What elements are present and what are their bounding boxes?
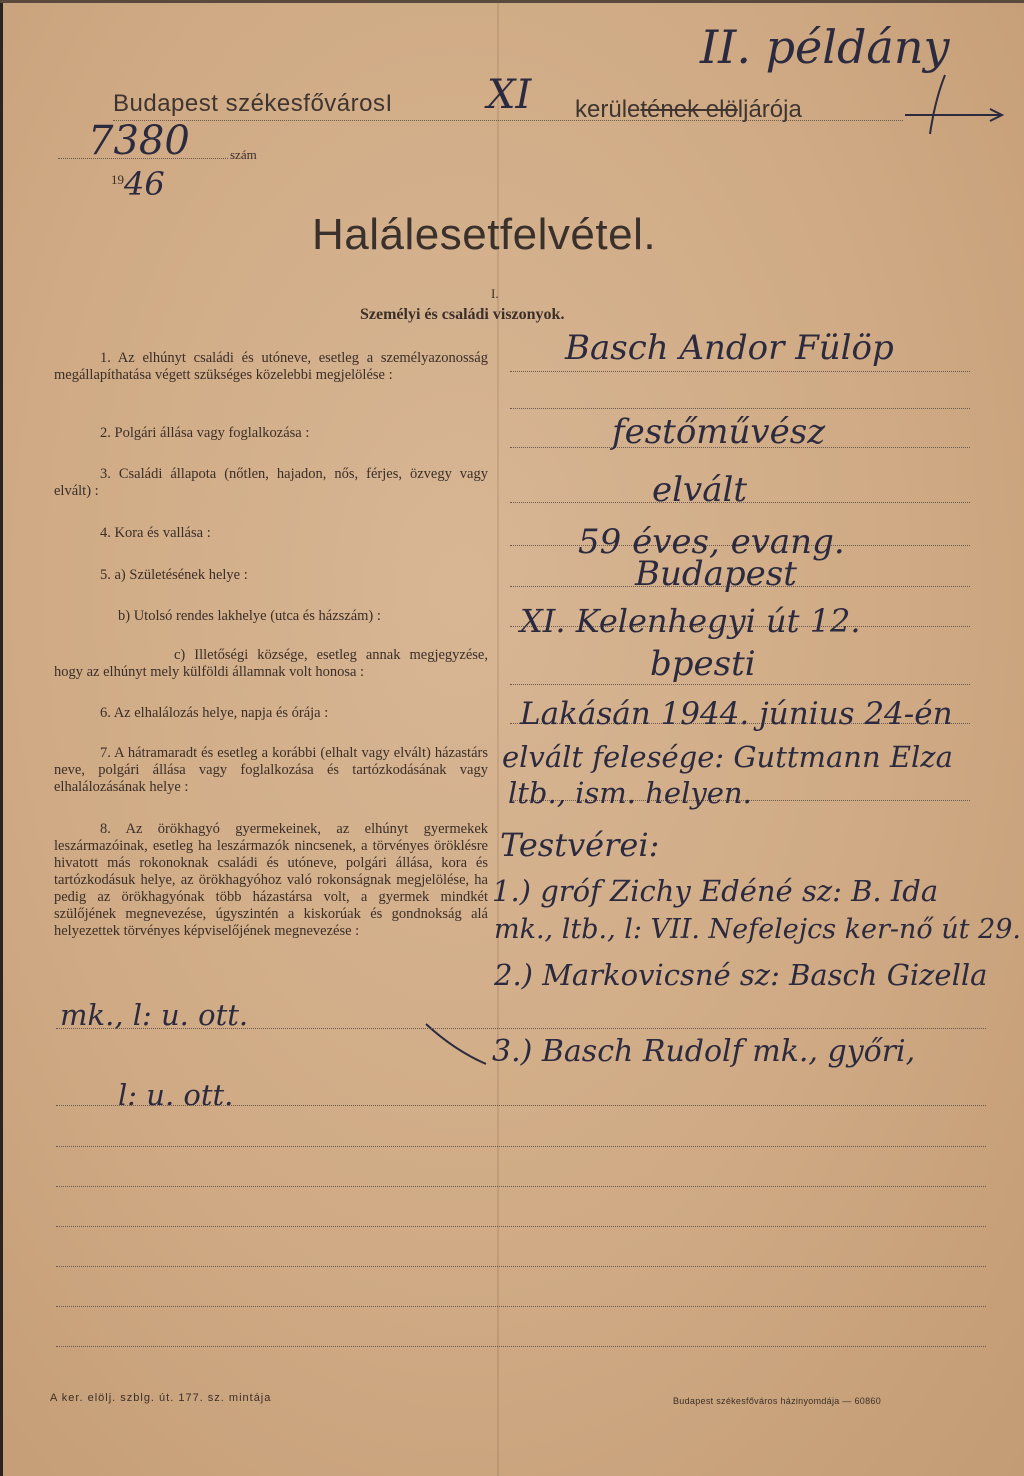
district-office-label [575, 96, 802, 124]
blank-line [56, 1226, 986, 1227]
question-8: 8. Az örökhagyó gyermekeinek, az elhúnyt gyermekek leszármazóinak, esetleg ha leszármazók nincsenek, a törvényes öröklésre hivatott más rokonoknak családi és utóneve, polgári állása, kora és tartózkodásuk helye, az örökhagyóhoz való rokonságnak megjelölése, ha pedig az örökhagyónak több házastársa volt, a gyermek mindkét szülőjének megnevezése, úgyszintén a kiskorúak és gondnokság alá helyezettek törvényes képviselőjének megnevezése : [54, 821, 488, 939]
footer-printer: Budapest székesfőváros házinyomdája — 60860 [673, 1396, 882, 1406]
answer-marital-status: elvált [652, 470, 748, 510]
question-3: 3. Családi állapota (nőtlen, hajadon, nős, férjes, özvegy vagy elvált) : [54, 466, 488, 499]
blank-line [56, 1346, 986, 1347]
struck-text: tének elö [640, 96, 738, 123]
answer-citizenship: bpesti [650, 644, 756, 684]
year-prefix: 19 [111, 172, 124, 187]
section-title: Személyi és családi viszonyok. [360, 306, 565, 323]
blank-line [56, 1186, 986, 1187]
city-header: Budapest székesfővárosI [113, 90, 393, 117]
copy-note-handwritten: II. példány [700, 20, 950, 74]
page-edge-top [0, 0, 1024, 3]
answer-spouse-line1: elvált felesége: Guttmann Elza [502, 740, 953, 774]
question-4: 4. Kora és vallása : [100, 525, 211, 541]
answer-age-religion: 59 éves, evang. [578, 522, 845, 562]
answer-heir2: 2.) Markovicsné sz: Basch Gizella [494, 958, 988, 992]
district-handwritten: XI [487, 72, 532, 118]
answer-line [510, 371, 970, 372]
szam-label: szám [230, 147, 257, 162]
year-suffix: 46 [124, 165, 165, 203]
blank-line [56, 1105, 986, 1106]
left-note-2: l: u. ott. [118, 1078, 234, 1112]
page-title: Halálesetfelvétel. [312, 210, 657, 259]
answer-heir3: 3.) Basch Rudolf mk., győri, [492, 1034, 916, 1069]
question-6: 6. Az elhalálozás helye, napja és órája : [100, 705, 329, 721]
answer-birthplace: Budapest [635, 554, 797, 594]
answer-line [510, 408, 970, 409]
blank-line [56, 1266, 986, 1267]
blank-line [56, 1306, 986, 1307]
answer-heir1-line2: mk., ltb., l: VII. Nefelejcs ker-nő út 29. [494, 914, 1022, 945]
footer-form-id: A ker. elölj. szblg. út. 177. sz. mintája [50, 1392, 272, 1404]
answer-spouse-line2: ltb., ism. helyen. [508, 776, 752, 810]
reference-number: 7380 [88, 118, 190, 164]
left-note-1: mk., l: u. ott. [60, 998, 249, 1032]
question-7: 7. A hátramaradt és esetleg a korábbi (elhalt vagy elvált) házastárs neve, polgári állása vagy foglalkozása és tartózkodásának vagy elhalálozásának helye : [54, 745, 488, 795]
question-5a: 5. a) Születésének helye : [100, 567, 248, 583]
question-2: 2. Polgári állása vagy foglalkozása : [100, 425, 310, 441]
arrow-icon [900, 70, 1010, 140]
question-1: 1. Az elhúnyt családi és utóneve, esetleg a személyazonosság megállapíthatása végett szükséges közelebbi megjelölése : [54, 350, 488, 383]
section-number: I. [491, 286, 499, 301]
kerulet-suffix: ljárója [737, 96, 802, 123]
question-5b: b) Utolsó rendes lakhelye (utca és házszám) : [118, 608, 381, 624]
answer-occupation: festőművész [612, 412, 826, 452]
answer-death: Lakásán 1944. június 24-én [520, 696, 953, 732]
answer-heirs-title: Testvérei: [500, 826, 660, 864]
question-5c: c) Illetőségi községe, esetleg annak megjegyzése, hogy az elhúnyt mely külföldi államnak volt honosa : [54, 647, 488, 680]
kerulet-word: kerüle [575, 96, 641, 123]
page-edge-left [0, 0, 3, 1476]
answer-line [510, 684, 970, 685]
answer-heir1-line1: 1.) gróf Zichy Edéné sz: B. Ida [492, 874, 939, 908]
blank-line [56, 1028, 986, 1029]
blank-line [56, 1146, 986, 1147]
answer-name: Basch Andor Fülöp [565, 328, 894, 368]
answer-residence: XI. Kelenhegyi út 12. [520, 602, 861, 640]
